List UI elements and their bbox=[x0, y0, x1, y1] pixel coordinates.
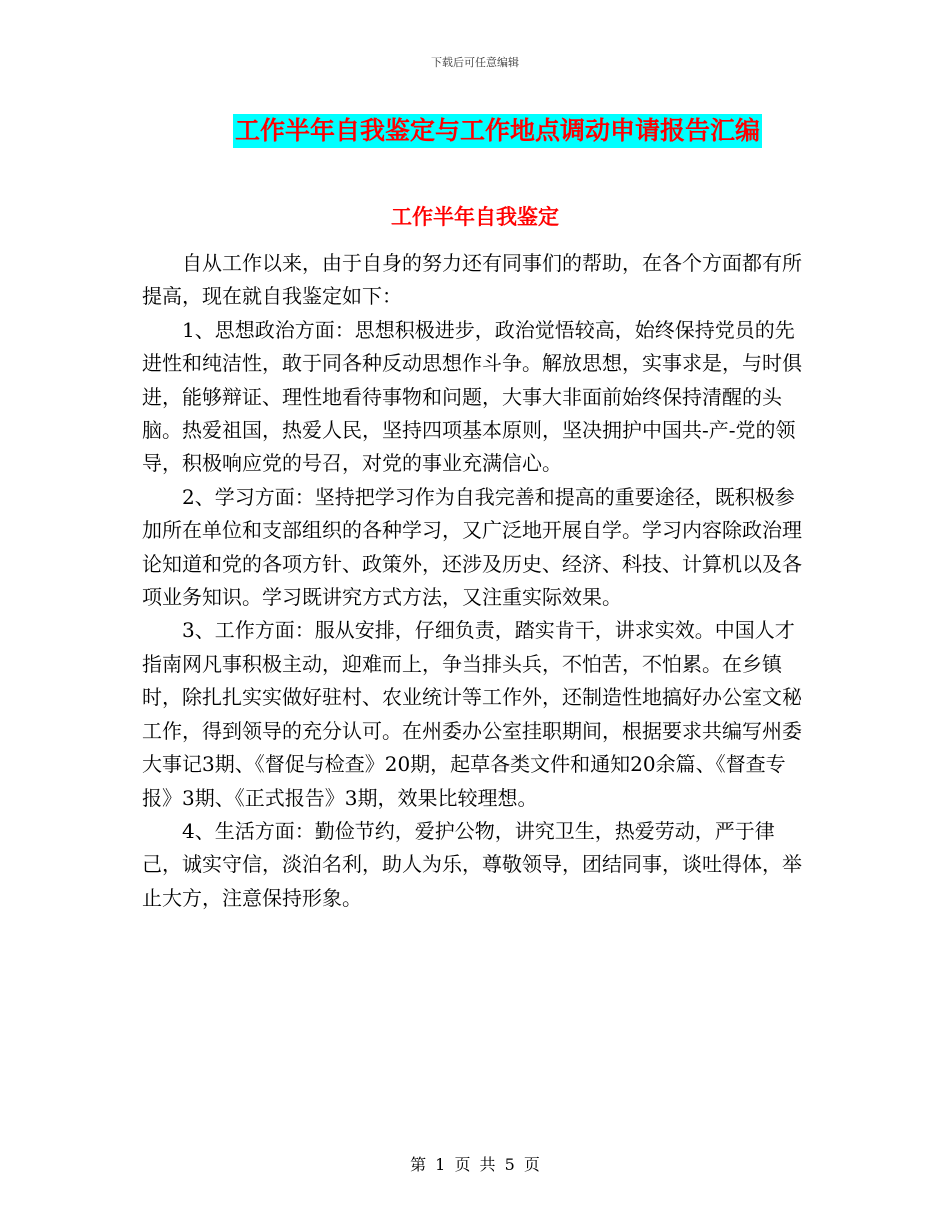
section-title: 工作半年自我鉴定 bbox=[391, 204, 559, 229]
page-header-note: 下载后可任意编辑 bbox=[431, 56, 519, 69]
paragraph-intro: 自从工作以来，由于自身的努力还有同事们的帮助，在各个方面都有所提高，现在就自我鉴定如下： bbox=[142, 251, 802, 309]
document-body bbox=[142, 247, 810, 915]
paragraph-study: 2、学习方面：坚持把学习作为自我完善和提高的重要途径，既积极参加所在单位和支部组织的各种学习，又广泛地开展自学。学习内容除政治理论知道和党的各项方针、政策外，还涉及历史、经济、科技、计算机以及各项业务知识。学习既讲究方式方法，又注重实际效果。 bbox=[142, 484, 802, 610]
paragraph-work: 3、工作方面：服从安排，仔细负责，踏实肯干，讲求实效。中国人才指南网凡事积极主动，迎难而上，争当排头兵，不怕苦，不怕累。在乡镇时，除扎扎实实做好驻村、农业统计等工作外，还制造性地搞好办公室文秘工作，得到领导的充分认可。在州委办公室挂职期间，根据要求共编写州委大事记3期、《督促与检查》20期，起草各类文件和通知20余篇、《督查专报》3期、《正式报告》3期，效果比较理想。 bbox=[142, 618, 802, 810]
paragraph-political: 1、思想政治方面：思想积极进步，政治觉悟较高，始终保持党员的先进性和纯洁性，敢于同各种反动思想作斗争。解放思想，实事求是，与时俱进，能够辩证、理性地看待事物和问题，大事大非面前始终保持清醒的头脑。热爱祖国，热爱人民，坚持四项基本原则，坚决拥护中国共-产-党的领导，积极响应党的号召，对党的事业充满信心。 bbox=[142, 317, 802, 476]
paragraph-life: 4、生活方面：勤俭节约，爱护公物，讲究卫生，热爱劳动，严于律己，诚实守信，淡泊名利，助人为乐，尊敬领导，团结同事，谈吐得体，举止大方，注意保持形象。 bbox=[142, 818, 802, 910]
main-title-container bbox=[0, 114, 950, 148]
page-number-footer: 第 1 页 共 5 页 bbox=[410, 1155, 540, 1174]
document-main-title: 工作半年自我鉴定与工作地点调动申请报告汇编 bbox=[233, 114, 762, 148]
